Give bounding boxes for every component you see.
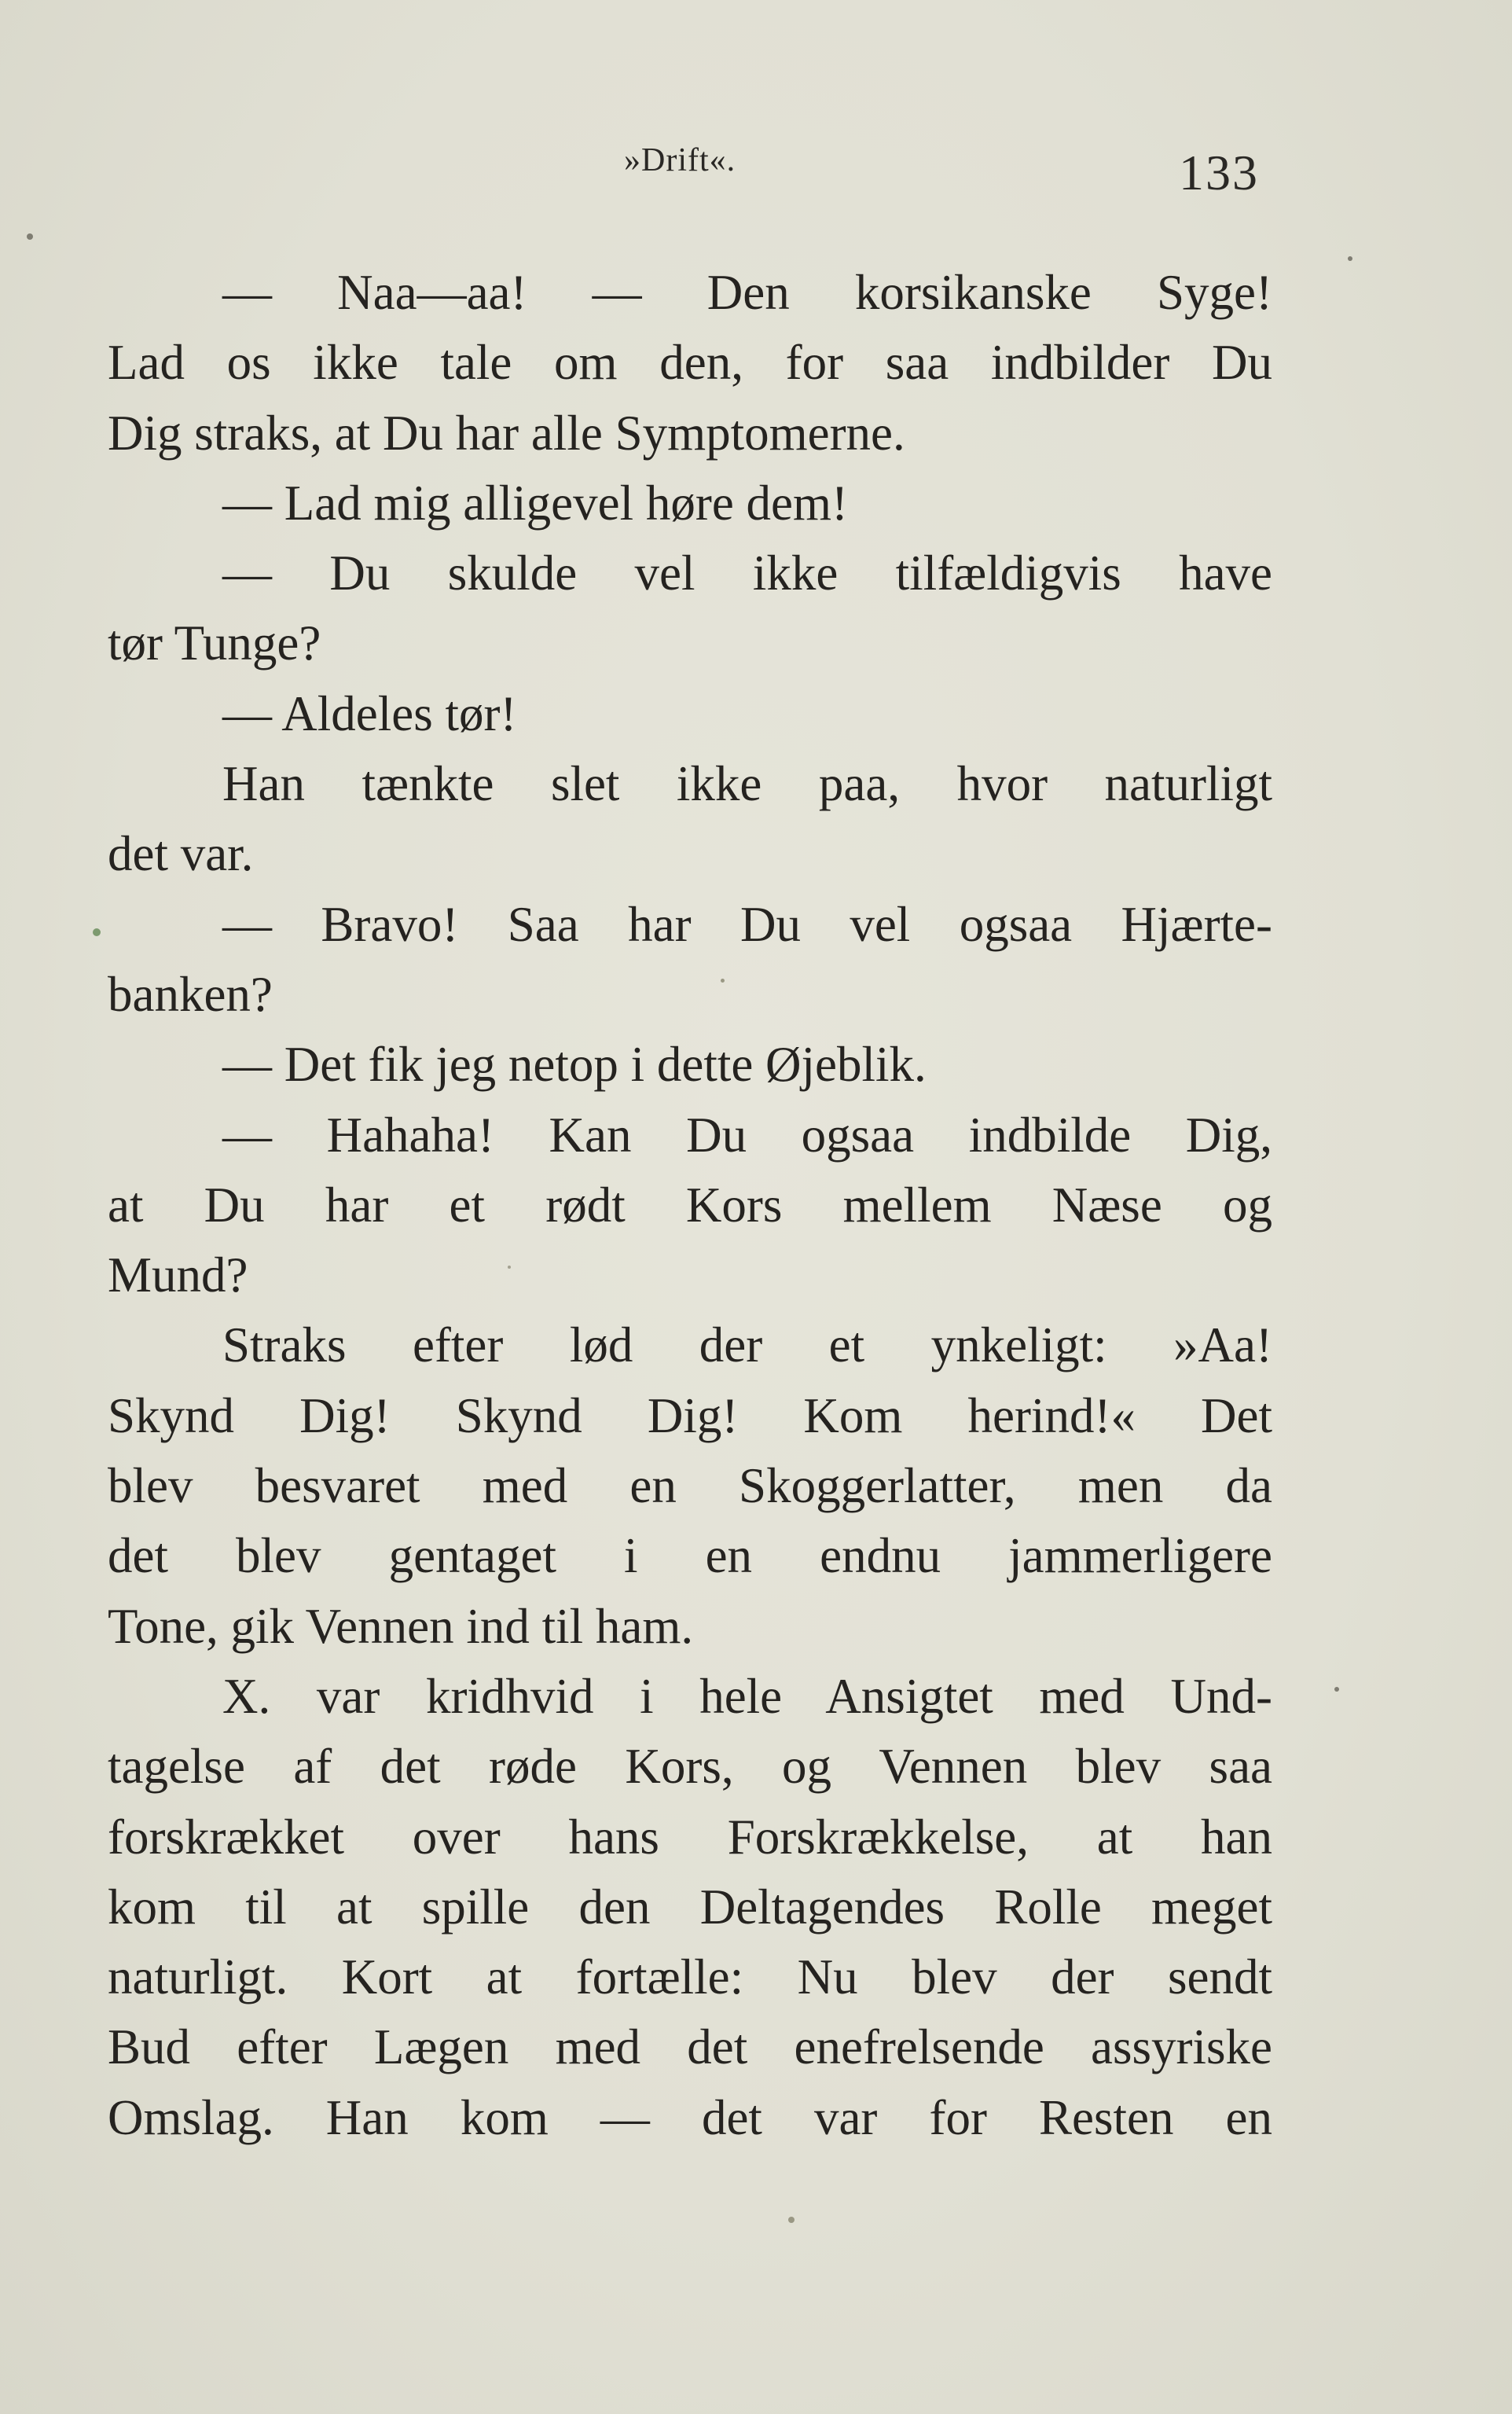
page-number: 133 [1179, 145, 1259, 200]
text-line: — Naa—aa! — Den korsikanske Syge! [222, 265, 1272, 320]
text-line: — Bravo! Saa har Du vel ogsaa Hjærte- [222, 896, 1272, 952]
text-line: banken? [108, 966, 273, 1022]
text-line: forskrækket over hans Forskrækkelse, at han [108, 1809, 1272, 1865]
text-line: at Du har et rødt Kors mellem Næse og [108, 1177, 1272, 1233]
text-line: — Lad mig alligevel høre dem! [222, 475, 848, 531]
paper-speck [788, 2217, 795, 2223]
paper-speck [1334, 1687, 1339, 1692]
paper-speck [93, 928, 101, 936]
text-line: Lad os ikke tale om den, for saa indbilder Du [108, 335, 1272, 391]
text-line: Bud efter Lægen med det enefrelsende assyriske [108, 2019, 1272, 2075]
paper-speck [1348, 256, 1352, 261]
text-line: Tone, gik Vennen ind til ham. [108, 1598, 694, 1654]
text-line: det blev gentaget i en endnu jammerligere [108, 1528, 1272, 1584]
text-line: tør Tunge? [108, 615, 321, 671]
paper-speck [721, 979, 725, 983]
text-line: det var. [108, 826, 254, 882]
text-line: Omslag. Han kom — det var for Resten en [108, 2089, 1272, 2145]
body-text [108, 258, 1272, 2153]
text-line: naturligt. Kort at fortælle: Nu blev der sendt [108, 1949, 1272, 2005]
text-line: Han tænkte slet ikke paa, hvor naturligt [222, 756, 1272, 812]
text-line: Skynd Dig! Skynd Dig! Kom herind!« Det [108, 1387, 1272, 1443]
text-line: — Hahaha! Kan Du ogsaa indbilde Dig, [222, 1107, 1272, 1163]
text-line: tagelse af det røde Kors, og Vennen blev saa [108, 1739, 1272, 1795]
text-line: Mund? [108, 1247, 248, 1303]
text-line: Straks efter lød der et ynkeligt: »Aa! [222, 1317, 1272, 1373]
text-line: Dig straks, at Du har alle Symptomerne. [108, 405, 905, 461]
paper-speck [27, 233, 33, 240]
text-line: — Det fik jeg netop i dette Øjeblik. [222, 1037, 927, 1093]
text-line: — Aldeles tør! [222, 685, 517, 741]
text-line: blev besvaret med en Skoggerlatter, men da [108, 1458, 1272, 1514]
text-line: X. var kridhvid i hele Ansigtet med Und- [222, 1668, 1272, 1724]
paper-speck [508, 1266, 511, 1269]
running-title: »Drift«. [624, 142, 736, 178]
text-line: kom til at spille den Deltagendes Rolle meget [108, 1879, 1272, 1935]
text-line: — Du skulde vel ikke tilfældigvis have [222, 546, 1272, 601]
